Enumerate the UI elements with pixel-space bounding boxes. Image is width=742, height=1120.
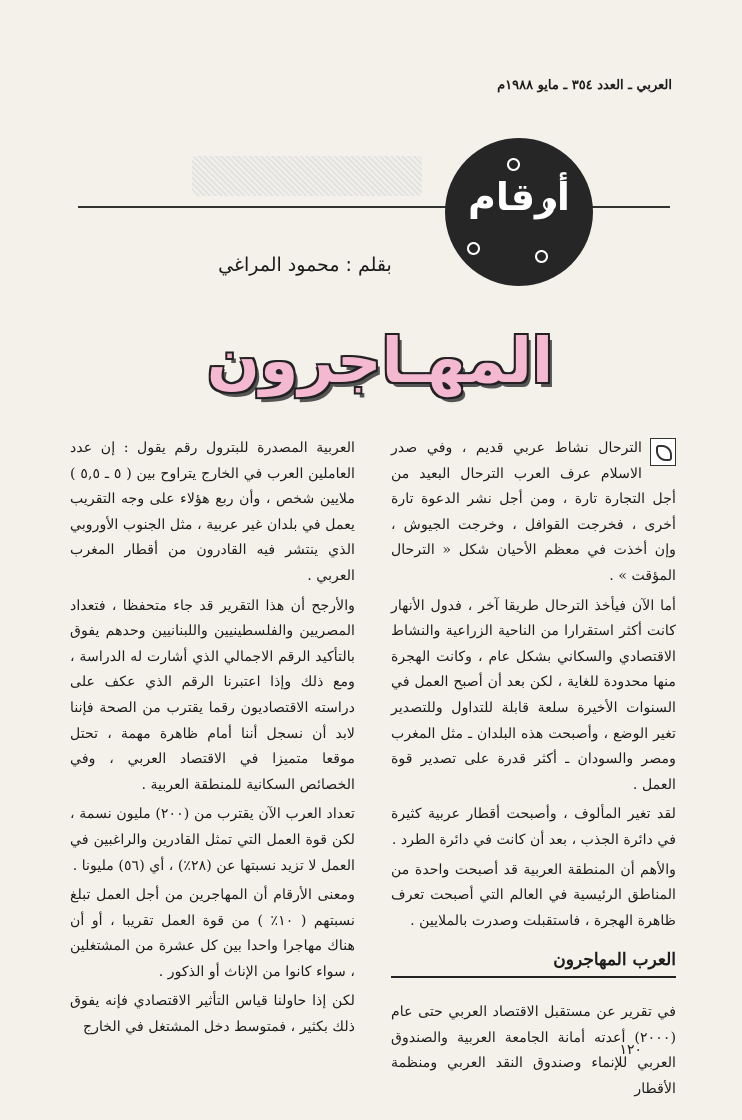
decor-dot-icon [507, 158, 520, 171]
issue-header: العربي ـ العدد ٣٥٤ ـ مايو ١٩٨٨م [497, 78, 672, 93]
page-number: ١٢٠ [619, 1042, 642, 1058]
decor-dot-icon [535, 250, 548, 263]
paragraph: العربية المصدرة للبترول رقم يقول : إن عدد العاملين العرب في الخارج يتراوح بين ( ٥ ـ ٥,٥ ) ملايين شخص ، وأن ربع هؤلاء على وجه التقريب يعمل في بلدان غير عربية ، مثل الجنوب الأوروبي الذي ينتشر فيه القادرون من أقطار المغرب العربي . [70, 440, 355, 584]
section-badge-label: أرقام [468, 175, 570, 219]
section-ornament [192, 156, 422, 196]
article-column-right [391, 436, 676, 1103]
article-column-left [70, 436, 355, 1041]
paragraph: الترحال نشاط عربي قديم ، وفي صدر الاسلام عرف العرب الترحال البعيد من أجل التجارة تارة ، ومن أجل نشر الدعوة تارة أخرى ، فخرجت القوافل ، وخرجت الجيوش ، وإن أخذت في معظم الأحيان شكل « الترحال المؤقت » . [391, 440, 676, 584]
paragraph: والأهم أن المنطقة العربية قد أصبحت واحدة من المناطق الرئيسية في العالم التي أصبحت تعرف ظاهرة الهجرة ، فاستقبلت وصدرت بالملايين . [391, 861, 676, 929]
paragraph: لكن إذا حاولنا قياس التأثير الاقتصادي فإنه يفوق ذلك بكثير ، فمتوسط دخل المشتغل في الخارج [70, 993, 355, 1036]
article-title: المهـاجرون [206, 324, 554, 397]
paragraph: والأرجح أن هذا التقرير قد جاء متحفظا ، فتعداد المصريين والفلسطينيين واللبنانيين وحدهم يفوق بالتأكيد الرقم الاجمالي الذي أشارت له الدراسة ، ومع ذلك وإذا اعتبرنا الرقم الذي عكف على دراسته الاقتصاديون رقما يقترب من الصحة فإننا لابد أن نسجل أننا أمام ظاهرة مهمة ، تحتل موقعا متميزا في الاقتصاد العربي ، وفي الخصائص السكانية للمنطقة العربية . [70, 597, 355, 793]
decor-dot-icon [467, 242, 480, 255]
paragraph: ومعنى الأرقام أن المهاجرين من أجل العمل تبلغ نسبتهم ( ١٠٪ ) من قوة العمل تقريبا ، أو أن هناك مهاجرا واحدا بين كل عشرة من المشتغلين ، سواء كانوا من الإناث أو الذكور . [70, 887, 355, 980]
paragraph: في تقرير عن مستقبل الاقتصاد العربي حتى عام (٢٠٠٠) أعدته أمانة الجامعة العربية والصندوق العربي للإنماء وصندوق النقد العربي ومنظمة الأقطار [391, 1004, 676, 1098]
initial-ornament-icon [650, 438, 676, 466]
author-byline: بقلم : محمود المراغي [218, 254, 392, 276]
paragraph: لقد تغير المألوف ، وأصبحت أقطار عربية كثيرة في دائرة الجذب ، بعد أن كانت في دائرة الطرد . [391, 806, 676, 848]
paragraph: أما الآن فيأخذ الترحال طريقا آخر ، فدول الأنهار كانت أكثر استقرارا من الناحية الزراعية والنشاط الاقتصادي والسكاني بشكل عام ، وكانت الهجرة منها محدودة للغاية ، لكن بعد أن أصبح العمل في السنوات الأخيرة سلعة قابلة للتداول وللتصدير تغير الوضع ، وأصبحت هذه البلدان ـ مثل المغرب ومصر والسودان ـ أكثر قدرة على تصدير قوة العمل . [391, 597, 676, 793]
section-subheading: العرب المهاجرون [391, 946, 676, 978]
paragraph: تعداد العرب الآن يقترب من (٢٠٠) مليون نسمة ، لكن قوة العمل التي تمثل القادرين والراغبين في العمل لا تزيد نسبتها عن (٢٨٪) ، أي (٥٦) مليونا . [70, 806, 355, 874]
